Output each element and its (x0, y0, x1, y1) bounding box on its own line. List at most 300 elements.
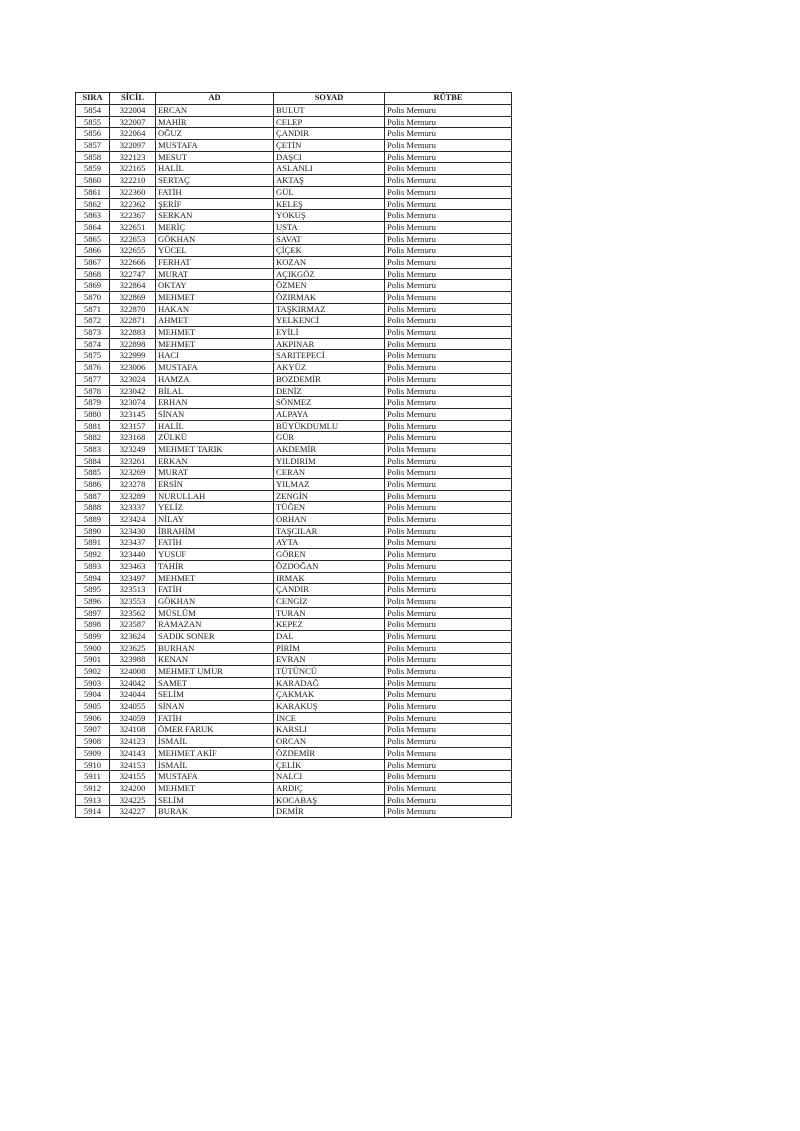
cell-rutbe: Polis Memuru (385, 654, 512, 666)
cell-sira: 5860 (76, 175, 110, 187)
header-soyad: SOYAD (274, 93, 385, 105)
table-row (76, 666, 512, 678)
cell-rutbe: Polis Memuru (385, 140, 512, 152)
cell-rutbe: Polis Memuru (385, 210, 512, 222)
cell-sicil: 324153 (110, 759, 156, 771)
cell-sira: 5902 (76, 666, 110, 678)
cell-sira: 5895 (76, 584, 110, 596)
cell-soyad: AYTA (274, 537, 385, 549)
cell-sicil: 322666 (110, 256, 156, 268)
cell-rutbe: Polis Memuru (385, 630, 512, 642)
cell-rutbe: Polis Memuru (385, 268, 512, 280)
table-row (76, 479, 512, 491)
cell-ad: MURAT (156, 467, 274, 479)
cell-soyad: ÇİÇEK (274, 245, 385, 257)
cell-rutbe: Polis Memuru (385, 221, 512, 233)
cell-ad: BİLAL (156, 385, 274, 397)
cell-sicil: 322097 (110, 140, 156, 152)
cell-rutbe: Polis Memuru (385, 479, 512, 491)
table-row (76, 771, 512, 783)
cell-rutbe: Polis Memuru (385, 759, 512, 771)
cell-ad: OKTAY (156, 280, 274, 292)
cell-soyad: ALPAYA (274, 408, 385, 420)
cell-soyad: DEMİR (274, 806, 385, 818)
cell-sira: 5871 (76, 303, 110, 315)
cell-rutbe: Polis Memuru (385, 105, 512, 117)
cell-rutbe: Polis Memuru (385, 467, 512, 479)
table-row (76, 280, 512, 292)
table-row (76, 151, 512, 163)
cell-ad: SİNAN (156, 408, 274, 420)
cell-ad: MERİÇ (156, 221, 274, 233)
cell-sicil: 322123 (110, 151, 156, 163)
cell-soyad: AÇIKGÖZ (274, 268, 385, 280)
cell-soyad: ARDIÇ (274, 782, 385, 794)
cell-soyad: TURAN (274, 607, 385, 619)
cell-rutbe: Polis Memuru (385, 724, 512, 736)
cell-sicil: 324227 (110, 806, 156, 818)
cell-soyad: USTA (274, 221, 385, 233)
cell-sira: 5888 (76, 502, 110, 514)
cell-sira: 5869 (76, 280, 110, 292)
cell-soyad: DAŞCI (274, 151, 385, 163)
cell-sicil: 323145 (110, 408, 156, 420)
cell-soyad: DAL (274, 630, 385, 642)
cell-sira: 5856 (76, 128, 110, 140)
table-row (76, 420, 512, 432)
cell-ad: SADIK SONER (156, 630, 274, 642)
table-row (76, 525, 512, 537)
cell-sicil: 323463 (110, 560, 156, 572)
cell-soyad: KOZAN (274, 256, 385, 268)
cell-sicil: 323269 (110, 467, 156, 479)
cell-soyad: IRMAK (274, 572, 385, 584)
cell-ad: MURAT (156, 268, 274, 280)
cell-soyad: YOKUŞ (274, 210, 385, 222)
cell-soyad: KARADAĞ (274, 677, 385, 689)
table-row (76, 221, 512, 233)
cell-ad: HACI (156, 350, 274, 362)
cell-sira: 5914 (76, 806, 110, 818)
cell-sicil: 322747 (110, 268, 156, 280)
cell-ad: TAHİR (156, 560, 274, 572)
cell-rutbe: Polis Memuru (385, 642, 512, 654)
cell-sicil: 323042 (110, 385, 156, 397)
table-row (76, 256, 512, 268)
cell-sicil: 324042 (110, 677, 156, 689)
table-row (76, 806, 512, 818)
cell-soyad: PİRİM (274, 642, 385, 654)
table-row (76, 549, 512, 561)
cell-ad: İSMAİL (156, 736, 274, 748)
cell-sicil: 323440 (110, 549, 156, 561)
cell-rutbe: Polis Memuru (385, 712, 512, 724)
cell-sicil: 322165 (110, 163, 156, 175)
cell-ad: KENAN (156, 654, 274, 666)
cell-soyad: TÜTÜNCÜ (274, 666, 385, 678)
cell-sicil: 323497 (110, 572, 156, 584)
cell-sicil: 324155 (110, 771, 156, 783)
cell-ad: FERHAT (156, 256, 274, 268)
cell-ad: SİNAN (156, 701, 274, 713)
cell-sira: 5862 (76, 198, 110, 210)
cell-sira: 5863 (76, 210, 110, 222)
cell-sicil: 322653 (110, 233, 156, 245)
cell-rutbe: Polis Memuru (385, 560, 512, 572)
cell-rutbe: Polis Memuru (385, 747, 512, 759)
cell-sicil: 323006 (110, 362, 156, 374)
cell-rutbe: Polis Memuru (385, 701, 512, 713)
table-row (76, 467, 512, 479)
table-row (76, 607, 512, 619)
cell-rutbe: Polis Memuru (385, 420, 512, 432)
table-row (76, 373, 512, 385)
cell-ad: HALİL (156, 420, 274, 432)
table-row (76, 292, 512, 304)
cell-sicil: 322064 (110, 128, 156, 140)
cell-rutbe: Polis Memuru (385, 175, 512, 187)
cell-sira: 5877 (76, 373, 110, 385)
cell-soyad: EVRAN (274, 654, 385, 666)
cell-sicil: 322651 (110, 221, 156, 233)
table-row (76, 186, 512, 198)
cell-rutbe: Polis Memuru (385, 514, 512, 526)
cell-ad: SERKAN (156, 210, 274, 222)
cell-ad: ERKAN (156, 455, 274, 467)
cell-sira: 5881 (76, 420, 110, 432)
cell-soyad: KELEŞ (274, 198, 385, 210)
cell-ad: MUSTAFA (156, 362, 274, 374)
cell-soyad: ÇAKMAK (274, 689, 385, 701)
cell-soyad: ASLANLI (274, 163, 385, 175)
cell-ad: MEHMET UMUR (156, 666, 274, 678)
cell-soyad: GÖREN (274, 549, 385, 561)
cell-rutbe: Polis Memuru (385, 595, 512, 607)
cell-ad: HAKAN (156, 303, 274, 315)
table-row (76, 537, 512, 549)
cell-sira: 5890 (76, 525, 110, 537)
cell-soyad: CENGİZ (274, 595, 385, 607)
cell-rutbe: Polis Memuru (385, 490, 512, 502)
cell-sira: 5873 (76, 327, 110, 339)
cell-rutbe: Polis Memuru (385, 607, 512, 619)
cell-sicil: 323437 (110, 537, 156, 549)
cell-ad: MEHMET (156, 292, 274, 304)
cell-rutbe: Polis Memuru (385, 619, 512, 631)
cell-rutbe: Polis Memuru (385, 245, 512, 257)
cell-sicil: 324200 (110, 782, 156, 794)
cell-ad: FATİH (156, 584, 274, 596)
cell-sira: 5894 (76, 572, 110, 584)
cell-soyad: SARITEPECİ (274, 350, 385, 362)
header-rutbe: RÜTBE (385, 93, 512, 105)
cell-ad: MEHMET (156, 327, 274, 339)
cell-ad: MESUT (156, 151, 274, 163)
cell-sira: 5858 (76, 151, 110, 163)
cell-sicil: 323624 (110, 630, 156, 642)
cell-rutbe: Polis Memuru (385, 163, 512, 175)
header-sicil: SİCİL (110, 93, 156, 105)
cell-sicil: 324225 (110, 794, 156, 806)
cell-sira: 5900 (76, 642, 110, 654)
cell-rutbe: Polis Memuru (385, 233, 512, 245)
cell-rutbe: Polis Memuru (385, 408, 512, 420)
table-row (76, 397, 512, 409)
cell-rutbe: Polis Memuru (385, 736, 512, 748)
cell-sira: 5876 (76, 362, 110, 374)
table-row (76, 385, 512, 397)
cell-sira: 5913 (76, 794, 110, 806)
cell-rutbe: Polis Memuru (385, 327, 512, 339)
cell-rutbe: Polis Memuru (385, 782, 512, 794)
cell-sicil: 322655 (110, 245, 156, 257)
table-row (76, 443, 512, 455)
table-row (76, 455, 512, 467)
table-row (76, 689, 512, 701)
cell-ad: NURULLAH (156, 490, 274, 502)
cell-sira: 5908 (76, 736, 110, 748)
cell-sira: 5867 (76, 256, 110, 268)
cell-soyad: ÇELİK (274, 759, 385, 771)
cell-sira: 5857 (76, 140, 110, 152)
table-row (76, 712, 512, 724)
cell-ad: NİLAY (156, 514, 274, 526)
cell-sira: 5883 (76, 443, 110, 455)
cell-ad: GÖKHAN (156, 595, 274, 607)
cell-rutbe: Polis Memuru (385, 549, 512, 561)
cell-sira: 5899 (76, 630, 110, 642)
cell-ad: HALİL (156, 163, 274, 175)
cell-rutbe: Polis Memuru (385, 432, 512, 444)
table-row (76, 140, 512, 152)
table-row (76, 642, 512, 654)
cell-sira: 5886 (76, 479, 110, 491)
cell-rutbe: Polis Memuru (385, 537, 512, 549)
personnel-table (75, 92, 512, 818)
cell-ad: BURAK (156, 806, 274, 818)
cell-sira: 5880 (76, 408, 110, 420)
cell-soyad: YILMAZ (274, 479, 385, 491)
cell-rutbe: Polis Memuru (385, 572, 512, 584)
cell-sicil: 323261 (110, 455, 156, 467)
cell-ad: İBRAHİM (156, 525, 274, 537)
cell-soyad: AKYÜZ (274, 362, 385, 374)
cell-ad: ERHAN (156, 397, 274, 409)
table-row (76, 572, 512, 584)
cell-sira: 5868 (76, 268, 110, 280)
cell-sira: 5874 (76, 338, 110, 350)
cell-ad: FATİH (156, 712, 274, 724)
cell-sicil: 322210 (110, 175, 156, 187)
cell-sicil: 324143 (110, 747, 156, 759)
cell-ad: OĞUZ (156, 128, 274, 140)
cell-soyad: KARSLI (274, 724, 385, 736)
cell-sira: 5887 (76, 490, 110, 502)
table-row (76, 619, 512, 631)
table-row (76, 233, 512, 245)
cell-rutbe: Polis Memuru (385, 292, 512, 304)
table-row (76, 362, 512, 374)
cell-soyad: ÖZIRMAK (274, 292, 385, 304)
header-sira: SIRA (76, 93, 110, 105)
cell-sira: 5889 (76, 514, 110, 526)
cell-sicil: 322883 (110, 327, 156, 339)
cell-soyad: SÖNMEZ (274, 397, 385, 409)
table-row (76, 560, 512, 572)
table-row (76, 736, 512, 748)
cell-rutbe: Polis Memuru (385, 677, 512, 689)
cell-rutbe: Polis Memuru (385, 443, 512, 455)
cell-ad: SERTAÇ (156, 175, 274, 187)
cell-sicil: 323587 (110, 619, 156, 631)
cell-ad: BURHAN (156, 642, 274, 654)
cell-soyad: BULUT (274, 105, 385, 117)
cell-sicil: 323074 (110, 397, 156, 409)
cell-ad: AHMET (156, 315, 274, 327)
cell-rutbe: Polis Memuru (385, 315, 512, 327)
cell-soyad: KEPEZ (274, 619, 385, 631)
cell-sicil: 323988 (110, 654, 156, 666)
cell-ad: SELİM (156, 794, 274, 806)
cell-sira: 5901 (76, 654, 110, 666)
cell-sicil: 322367 (110, 210, 156, 222)
cell-sicil: 324123 (110, 736, 156, 748)
cell-ad: MÜSLÜM (156, 607, 274, 619)
cell-sira: 5912 (76, 782, 110, 794)
cell-ad: MEHMET (156, 338, 274, 350)
cell-rutbe: Polis Memuru (385, 198, 512, 210)
cell-sicil: 323278 (110, 479, 156, 491)
cell-sicil: 322869 (110, 292, 156, 304)
cell-sicil: 323157 (110, 420, 156, 432)
cell-rutbe: Polis Memuru (385, 771, 512, 783)
table-row (76, 794, 512, 806)
table-row (76, 198, 512, 210)
table-body (76, 105, 512, 818)
cell-soyad: TAŞCILAR (274, 525, 385, 537)
cell-sicil: 323424 (110, 514, 156, 526)
table-row (76, 595, 512, 607)
cell-rutbe: Polis Memuru (385, 397, 512, 409)
cell-sira: 5854 (76, 105, 110, 117)
table-row (76, 163, 512, 175)
cell-sira: 5907 (76, 724, 110, 736)
cell-ad: FATİH (156, 186, 274, 198)
cell-sira: 5864 (76, 221, 110, 233)
cell-sicil: 322362 (110, 198, 156, 210)
cell-sira: 5875 (76, 350, 110, 362)
cell-soyad: GÜL (274, 186, 385, 198)
cell-sicil: 323024 (110, 373, 156, 385)
cell-sicil: 322870 (110, 303, 156, 315)
cell-soyad: NALCI (274, 771, 385, 783)
cell-rutbe: Polis Memuru (385, 455, 512, 467)
cell-sira: 5898 (76, 619, 110, 631)
cell-sicil: 323249 (110, 443, 156, 455)
cell-sicil: 323553 (110, 595, 156, 607)
table-row (76, 327, 512, 339)
cell-soyad: ÇANDIR (274, 584, 385, 596)
table-row (76, 502, 512, 514)
cell-soyad: GÜR (274, 432, 385, 444)
cell-ad: MEHMET (156, 572, 274, 584)
cell-ad: ERCAN (156, 105, 274, 117)
cell-soyad: EYİLİ (274, 327, 385, 339)
cell-sira: 5909 (76, 747, 110, 759)
cell-soyad: AKDEMİR (274, 443, 385, 455)
cell-soyad: AKPINAR (274, 338, 385, 350)
cell-sicil: 324055 (110, 701, 156, 713)
cell-sicil: 323562 (110, 607, 156, 619)
cell-ad: RAMAZAN (156, 619, 274, 631)
table-row (76, 782, 512, 794)
cell-sicil: 322898 (110, 338, 156, 350)
cell-soyad: ÖZDEMİR (274, 747, 385, 759)
cell-ad: YUSUF (156, 549, 274, 561)
cell-soyad: BOZDEMİR (274, 373, 385, 385)
cell-soyad: ÖZDOĞAN (274, 560, 385, 572)
table-row (76, 338, 512, 350)
cell-ad: MAHİR (156, 116, 274, 128)
cell-soyad: ORCAN (274, 736, 385, 748)
cell-rutbe: Polis Memuru (385, 794, 512, 806)
table-row (76, 724, 512, 736)
cell-sira: 5885 (76, 467, 110, 479)
cell-soyad: YILDIRIM (274, 455, 385, 467)
header-ad: AD (156, 93, 274, 105)
table-row (76, 654, 512, 666)
cell-soyad: CELEP (274, 116, 385, 128)
cell-sira: 5866 (76, 245, 110, 257)
cell-rutbe: Polis Memuru (385, 350, 512, 362)
cell-sira: 5878 (76, 385, 110, 397)
cell-ad: MEHMET AKİF (156, 747, 274, 759)
table-row (76, 128, 512, 140)
cell-soyad: İNCE (274, 712, 385, 724)
table-row (76, 315, 512, 327)
cell-sicil: 324008 (110, 666, 156, 678)
cell-ad: ERSİN (156, 479, 274, 491)
cell-sicil: 323430 (110, 525, 156, 537)
cell-ad: MEHMET TARIK (156, 443, 274, 455)
cell-soyad: AKTAŞ (274, 175, 385, 187)
cell-sira: 5865 (76, 233, 110, 245)
cell-sira: 5904 (76, 689, 110, 701)
cell-ad: FATİH (156, 537, 274, 549)
cell-soyad: ÇETİN (274, 140, 385, 152)
cell-sicil: 324059 (110, 712, 156, 724)
table-row (76, 105, 512, 117)
cell-soyad: TAŞKIRMAZ (274, 303, 385, 315)
personnel-table-container (75, 92, 511, 818)
cell-ad: ZÜLKÜ (156, 432, 274, 444)
table-row (76, 584, 512, 596)
cell-rutbe: Polis Memuru (385, 186, 512, 198)
table-row (76, 350, 512, 362)
cell-rutbe: Polis Memuru (385, 128, 512, 140)
cell-soyad: DENİZ (274, 385, 385, 397)
table-row (76, 175, 512, 187)
table-row (76, 490, 512, 502)
cell-soyad: CERAN (274, 467, 385, 479)
cell-ad: SAMET (156, 677, 274, 689)
cell-soyad: KOCABAŞ (274, 794, 385, 806)
cell-sicil: 322360 (110, 186, 156, 198)
table-row (76, 408, 512, 420)
cell-rutbe: Polis Memuru (385, 338, 512, 350)
cell-ad: MUSTAFA (156, 140, 274, 152)
cell-rutbe: Polis Memuru (385, 362, 512, 374)
